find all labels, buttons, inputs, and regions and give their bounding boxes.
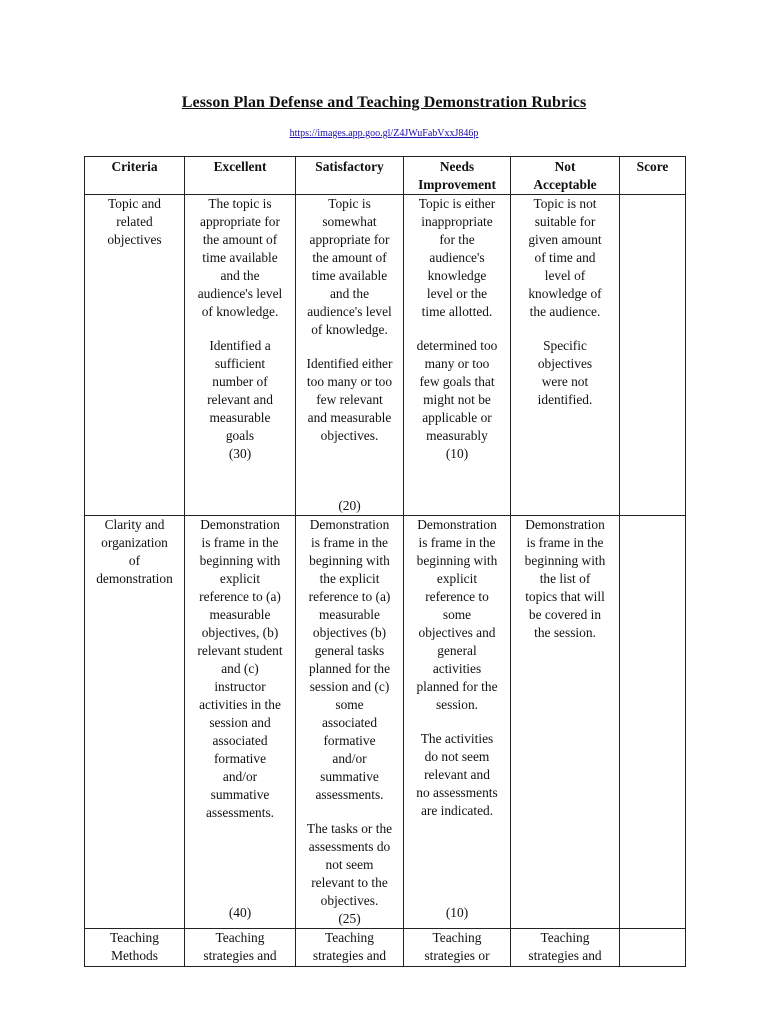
header-score: Score (620, 157, 686, 195)
score-value: (10) (445, 446, 469, 461)
needs-improvement-cell: Demonstration is frame in the beginning with explicit reference to some objectives and general activities planned for the session. The activities do not seem relevant and no assessments are indicated. (10) (404, 516, 511, 929)
score-value: (40) (228, 905, 252, 920)
rubric-table (84, 156, 686, 967)
needs-improvement-cell: Teaching strategies or (404, 929, 511, 967)
document-title: Lesson Plan Defense and Teaching Demonstration Rubrics (181, 94, 587, 111)
satisfactory-cell: Demonstration is frame in the beginning with the explicit reference to (a) measurable objectives (b) general tasks planned for the session and (c) some associated formative and/or summative assessments. The tasks or the assessments do not seem relevant to the objectives. (25) (296, 516, 404, 929)
excellent-cell: The topic is appropriate for the amount of time available and the audience's level of knowledge. Identified a sufficient number of relevant and measurable goals (30) (185, 195, 296, 516)
header-criteria: Criteria (85, 157, 185, 195)
score-cell[interactable] (620, 516, 686, 929)
score-value: (25) (338, 911, 361, 926)
table-row (85, 516, 686, 929)
criteria-cell: Clarity and organization of demonstration (85, 516, 185, 929)
not-acceptable-cell: Teaching strategies and (511, 929, 620, 967)
header-satisfactory: Satisfactory (296, 157, 404, 195)
table-header-row (85, 157, 686, 195)
needs-improvement-cell: Topic is either inappropriate for the audience's knowledge level or the time allotted. determined too many or too few goals that might not be applicable or measurably (10) (404, 195, 511, 516)
score-cell[interactable] (620, 195, 686, 516)
table-row (85, 929, 686, 967)
header-needs-improvement: Needs Improvement (404, 157, 511, 195)
satisfactory-cell: Teaching strategies and (296, 929, 404, 967)
criteria-cell: Topic and related objectives (85, 195, 185, 516)
excellent-cell: Demonstration is frame in the beginning with explicit reference to (a) measurable objectives, (b) relevant student and (c) instructor activities in the session and associated formative and/or summative assessments. (40) (185, 516, 296, 929)
not-acceptable-cell: Demonstration is frame in the beginning with the list of topics that will be covered in the session. (511, 516, 620, 929)
score-value: (10) (445, 905, 469, 920)
header-not-acceptable: Not Acceptable (511, 157, 620, 195)
table-row (85, 195, 686, 516)
criteria-cell: Teaching Methods (85, 929, 185, 967)
header-excellent: Excellent (185, 157, 296, 195)
not-acceptable-cell: Topic is not suitable for given amount of time and level of knowledge of the audience. Specific objectives were not identified. (511, 195, 620, 516)
image-link[interactable]: https://images.app.goo.gl/Z4JWuFabVxxJ846p (289, 128, 479, 139)
score-value: (20) (338, 498, 361, 513)
satisfactory-cell: Topic is somewhat appropriate for the amount of time available and the audience's level of knowledge. Identified either too many or too few relevant and measurable objectives. (20) (296, 195, 404, 516)
excellent-cell: Teaching strategies and (185, 929, 296, 967)
score-cell[interactable] (620, 929, 686, 967)
score-value: (30) (228, 446, 252, 461)
